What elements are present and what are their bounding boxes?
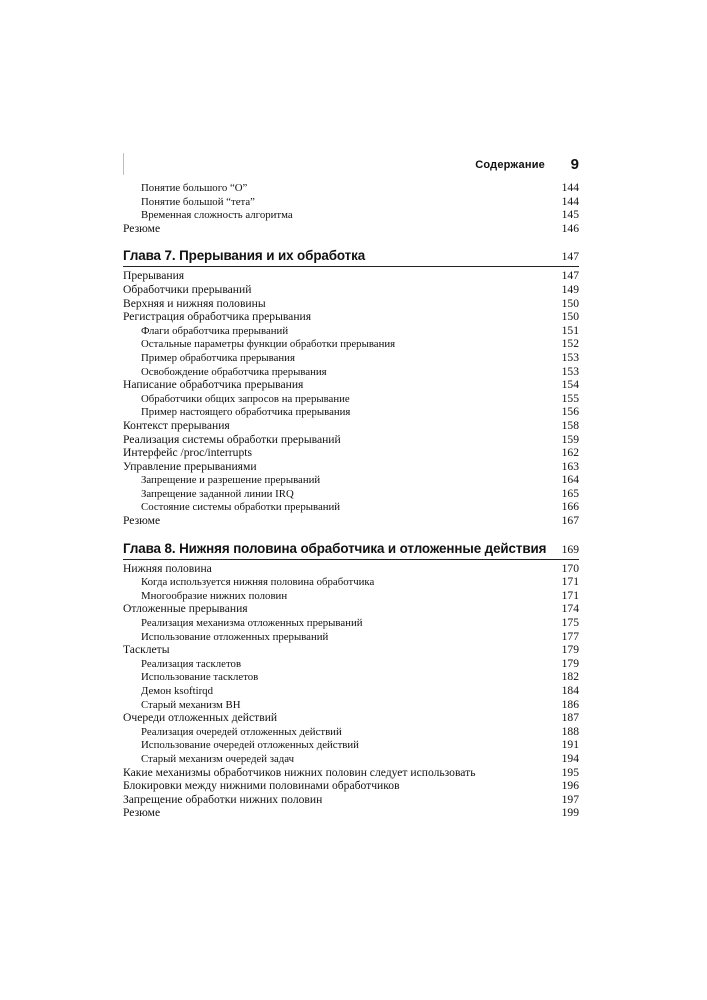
- toc-entry: [123, 602, 579, 616]
- toc-entry-title: Обработчики общих запросов на прерывание: [141, 392, 350, 405]
- toc-entry-title: Очереди отложенных действий: [123, 711, 278, 725]
- page-header: [123, 158, 579, 176]
- toc-entry-title: Реализация очередей отложенных действий: [141, 725, 342, 738]
- running-head-title: Содержание: [475, 159, 545, 171]
- toc-subentry: [123, 487, 579, 501]
- toc-entry-page: 165: [561, 486, 579, 500]
- toc-entry-page: 150: [561, 310, 579, 324]
- toc-entry-title: Блокировки между нижними половинами обработчиков: [123, 779, 400, 793]
- toc-subentry: [123, 324, 579, 338]
- toc-entry-title: Написание обработчика прерывания: [123, 378, 304, 392]
- toc-entry-page: 182: [561, 670, 579, 684]
- toc-subentry: [123, 657, 579, 671]
- toc-entry: [123, 806, 579, 820]
- toc-entry-page: 162: [561, 446, 579, 460]
- toc-entry-title: Временная сложность алгоритма: [141, 209, 293, 222]
- toc-entry-title: Флаги обработчика прерываний: [141, 324, 289, 337]
- chapter-heading: [123, 248, 579, 267]
- toc-entry-title: Освобождение обработчика прерывания: [141, 365, 327, 378]
- toc-entry-title: Нижняя половина: [123, 561, 212, 575]
- toc-entry-title: Использование очередей отложенных действий: [141, 739, 359, 752]
- toc-entry-page: 146: [561, 221, 579, 235]
- toc-subentry: [123, 630, 579, 644]
- toc-entry: [123, 793, 579, 807]
- toc-entry-page: 179: [561, 656, 579, 670]
- toc-entry-title: Реализация механизма отложенных прерываний: [141, 617, 363, 630]
- toc-entry-title: Регистрация обработчика прерывания: [123, 310, 312, 324]
- toc-entry-title: Прерывания: [123, 269, 185, 283]
- toc-entry: [123, 378, 579, 392]
- toc-entry-title: Многообразие нижних половин: [141, 589, 288, 602]
- toc-entry-title: Реализация системы обработки прерываний: [123, 432, 341, 446]
- toc-entry: [123, 419, 579, 433]
- toc-entry-page: 186: [561, 697, 579, 711]
- toc-subentry: [123, 670, 579, 684]
- toc-entry-title: Запрещение обработки нижних половин: [123, 792, 323, 806]
- toc-entry-page: 159: [561, 432, 579, 446]
- toc-entry-title: Пример обработчика прерывания: [141, 351, 295, 364]
- toc-entry-title: Демон ksoftirqd: [141, 685, 213, 697]
- toc-entry-title: Использование тасклетов: [141, 671, 259, 684]
- toc-subentry: [123, 752, 579, 766]
- toc-entry-page: 153: [561, 350, 579, 364]
- toc-entry-page: 195: [561, 765, 579, 779]
- toc-subentry: [123, 684, 579, 698]
- toc-entry-page: 175: [561, 616, 579, 630]
- toc-subentry: [123, 698, 579, 712]
- toc-entry-page: 177: [561, 629, 579, 643]
- toc-entry-page: 151: [561, 323, 579, 337]
- toc-entry: [123, 283, 579, 297]
- toc-subentry: [123, 500, 579, 514]
- toc-entry: [123, 222, 579, 236]
- toc-entry-title: Пример настоящего обработчика прерывания: [141, 406, 351, 419]
- toc-subentry: [123, 405, 579, 419]
- toc-entry: [123, 779, 579, 793]
- toc-entry: [123, 269, 579, 283]
- toc-entry: [123, 514, 579, 528]
- toc-entry-page: 187: [561, 711, 579, 725]
- toc-entry-page: 145: [561, 208, 579, 222]
- toc-subentry: [123, 208, 579, 222]
- toc-entry-page: 152: [561, 337, 579, 351]
- toc-entry-title: Обработчики прерываний: [123, 282, 252, 296]
- toc-subentry: [123, 738, 579, 752]
- toc-entry-title: Реализация тасклетов: [141, 657, 242, 670]
- toc-subentry: [123, 589, 579, 603]
- toc-subentry: [123, 725, 579, 739]
- toc-entry-page: 171: [561, 588, 579, 602]
- toc-entry-page: 171: [561, 575, 579, 589]
- page-number: 9: [570, 156, 579, 173]
- toc-entry-page: 144: [561, 181, 579, 194]
- toc-entry-title: Тасклеты: [123, 643, 170, 657]
- toc-entry-page: 197: [561, 792, 579, 806]
- chapter-page: 169: [561, 542, 579, 556]
- toc-entry-title: Интерфейс /proc/interrupts: [123, 446, 252, 460]
- toc-entry-title: Резюме: [123, 514, 161, 528]
- toc-entry-page: 156: [561, 405, 579, 419]
- toc-entry-page: 164: [561, 473, 579, 487]
- toc-entry: [123, 297, 579, 311]
- table-of-contents: [123, 181, 579, 820]
- toc-entry-page: 155: [561, 391, 579, 405]
- toc-entry-page: 154: [561, 378, 579, 392]
- toc-entry-title: Отложенные прерывания: [123, 602, 248, 616]
- toc-subentry: [123, 365, 579, 379]
- toc-subentry: [123, 351, 579, 365]
- toc-entry-page: 191: [561, 738, 579, 752]
- toc-entry-page: 179: [561, 643, 579, 657]
- toc-entry: [123, 562, 579, 576]
- toc-entry-title: Управление прерываниями: [123, 459, 257, 473]
- toc-subentry: [123, 181, 579, 195]
- toc-entry-page: 150: [561, 296, 579, 310]
- toc-entry-page: 144: [561, 194, 579, 208]
- chapter-page: 147: [561, 250, 579, 264]
- toc-subentry: [123, 195, 579, 209]
- toc-entry: [123, 460, 579, 474]
- toc-entry-page: 199: [561, 806, 579, 820]
- toc-entry-title: Запрещение и разрешение прерываний: [141, 474, 321, 487]
- toc-entry-title: Старый механизм BH: [141, 698, 241, 711]
- toc-entry-page: 163: [561, 459, 579, 473]
- toc-entry: [123, 310, 579, 324]
- toc-entry: [123, 711, 579, 725]
- toc-subentry: [123, 473, 579, 487]
- chapter-title: Глава 8. Нижняя половина обработчика и отложенные действия: [123, 540, 547, 556]
- toc-entry-page: 166: [561, 500, 579, 514]
- toc-entry-title: Резюме: [123, 806, 161, 820]
- toc-entry-page: 149: [561, 282, 579, 296]
- toc-entry-title: Запрещение заданной линии IRQ: [141, 487, 294, 500]
- toc-subentry: [123, 575, 579, 589]
- chapter-heading: [123, 541, 579, 560]
- toc-subentry: [123, 392, 579, 406]
- toc-entry: [123, 643, 579, 657]
- toc-entry-title: Верхняя и нижняя половины: [123, 296, 266, 310]
- chapter-title: Глава 7. Прерывания и их обработка: [123, 248, 366, 264]
- toc-entry-page: 196: [561, 779, 579, 793]
- toc-entry-title: Использование отложенных прерываний: [141, 630, 329, 643]
- toc-entry: [123, 446, 579, 460]
- toc-entry-page: 194: [561, 751, 579, 765]
- toc-entry-title: Остальные параметры функции обработки прерывания: [141, 338, 396, 351]
- toc-entry-title: Старый механизм очередей задач: [141, 752, 295, 765]
- toc-entry-title: Когда используется нижняя половина обработчика: [141, 576, 375, 589]
- toc-entry-title: Какие механизмы обработчиков нижних половин следует использовать: [123, 765, 476, 779]
- toc-entry-page: 153: [561, 364, 579, 378]
- toc-entry-page: 170: [561, 561, 579, 575]
- toc-entry-title: Резюме: [123, 221, 161, 235]
- toc-entry-page: 174: [561, 602, 579, 616]
- toc-subentry: [123, 337, 579, 351]
- toc-entry-page: 188: [561, 724, 579, 738]
- toc-entry: [123, 433, 579, 447]
- toc-subentry: [123, 616, 579, 630]
- toc-entry-title: Понятие большого “О”: [141, 182, 248, 194]
- toc-entry: [123, 766, 579, 780]
- toc-entry-title: Контекст прерывания: [123, 418, 230, 432]
- toc-entry-page: 147: [561, 269, 579, 283]
- toc-entry-title: Состояние системы обработки прерываний: [141, 501, 341, 514]
- toc-entry-title: Понятие большой “тета”: [141, 195, 255, 208]
- toc-entry-page: 158: [561, 418, 579, 432]
- toc-entry-page: 167: [561, 514, 579, 528]
- toc-entry-page: 184: [561, 684, 579, 697]
